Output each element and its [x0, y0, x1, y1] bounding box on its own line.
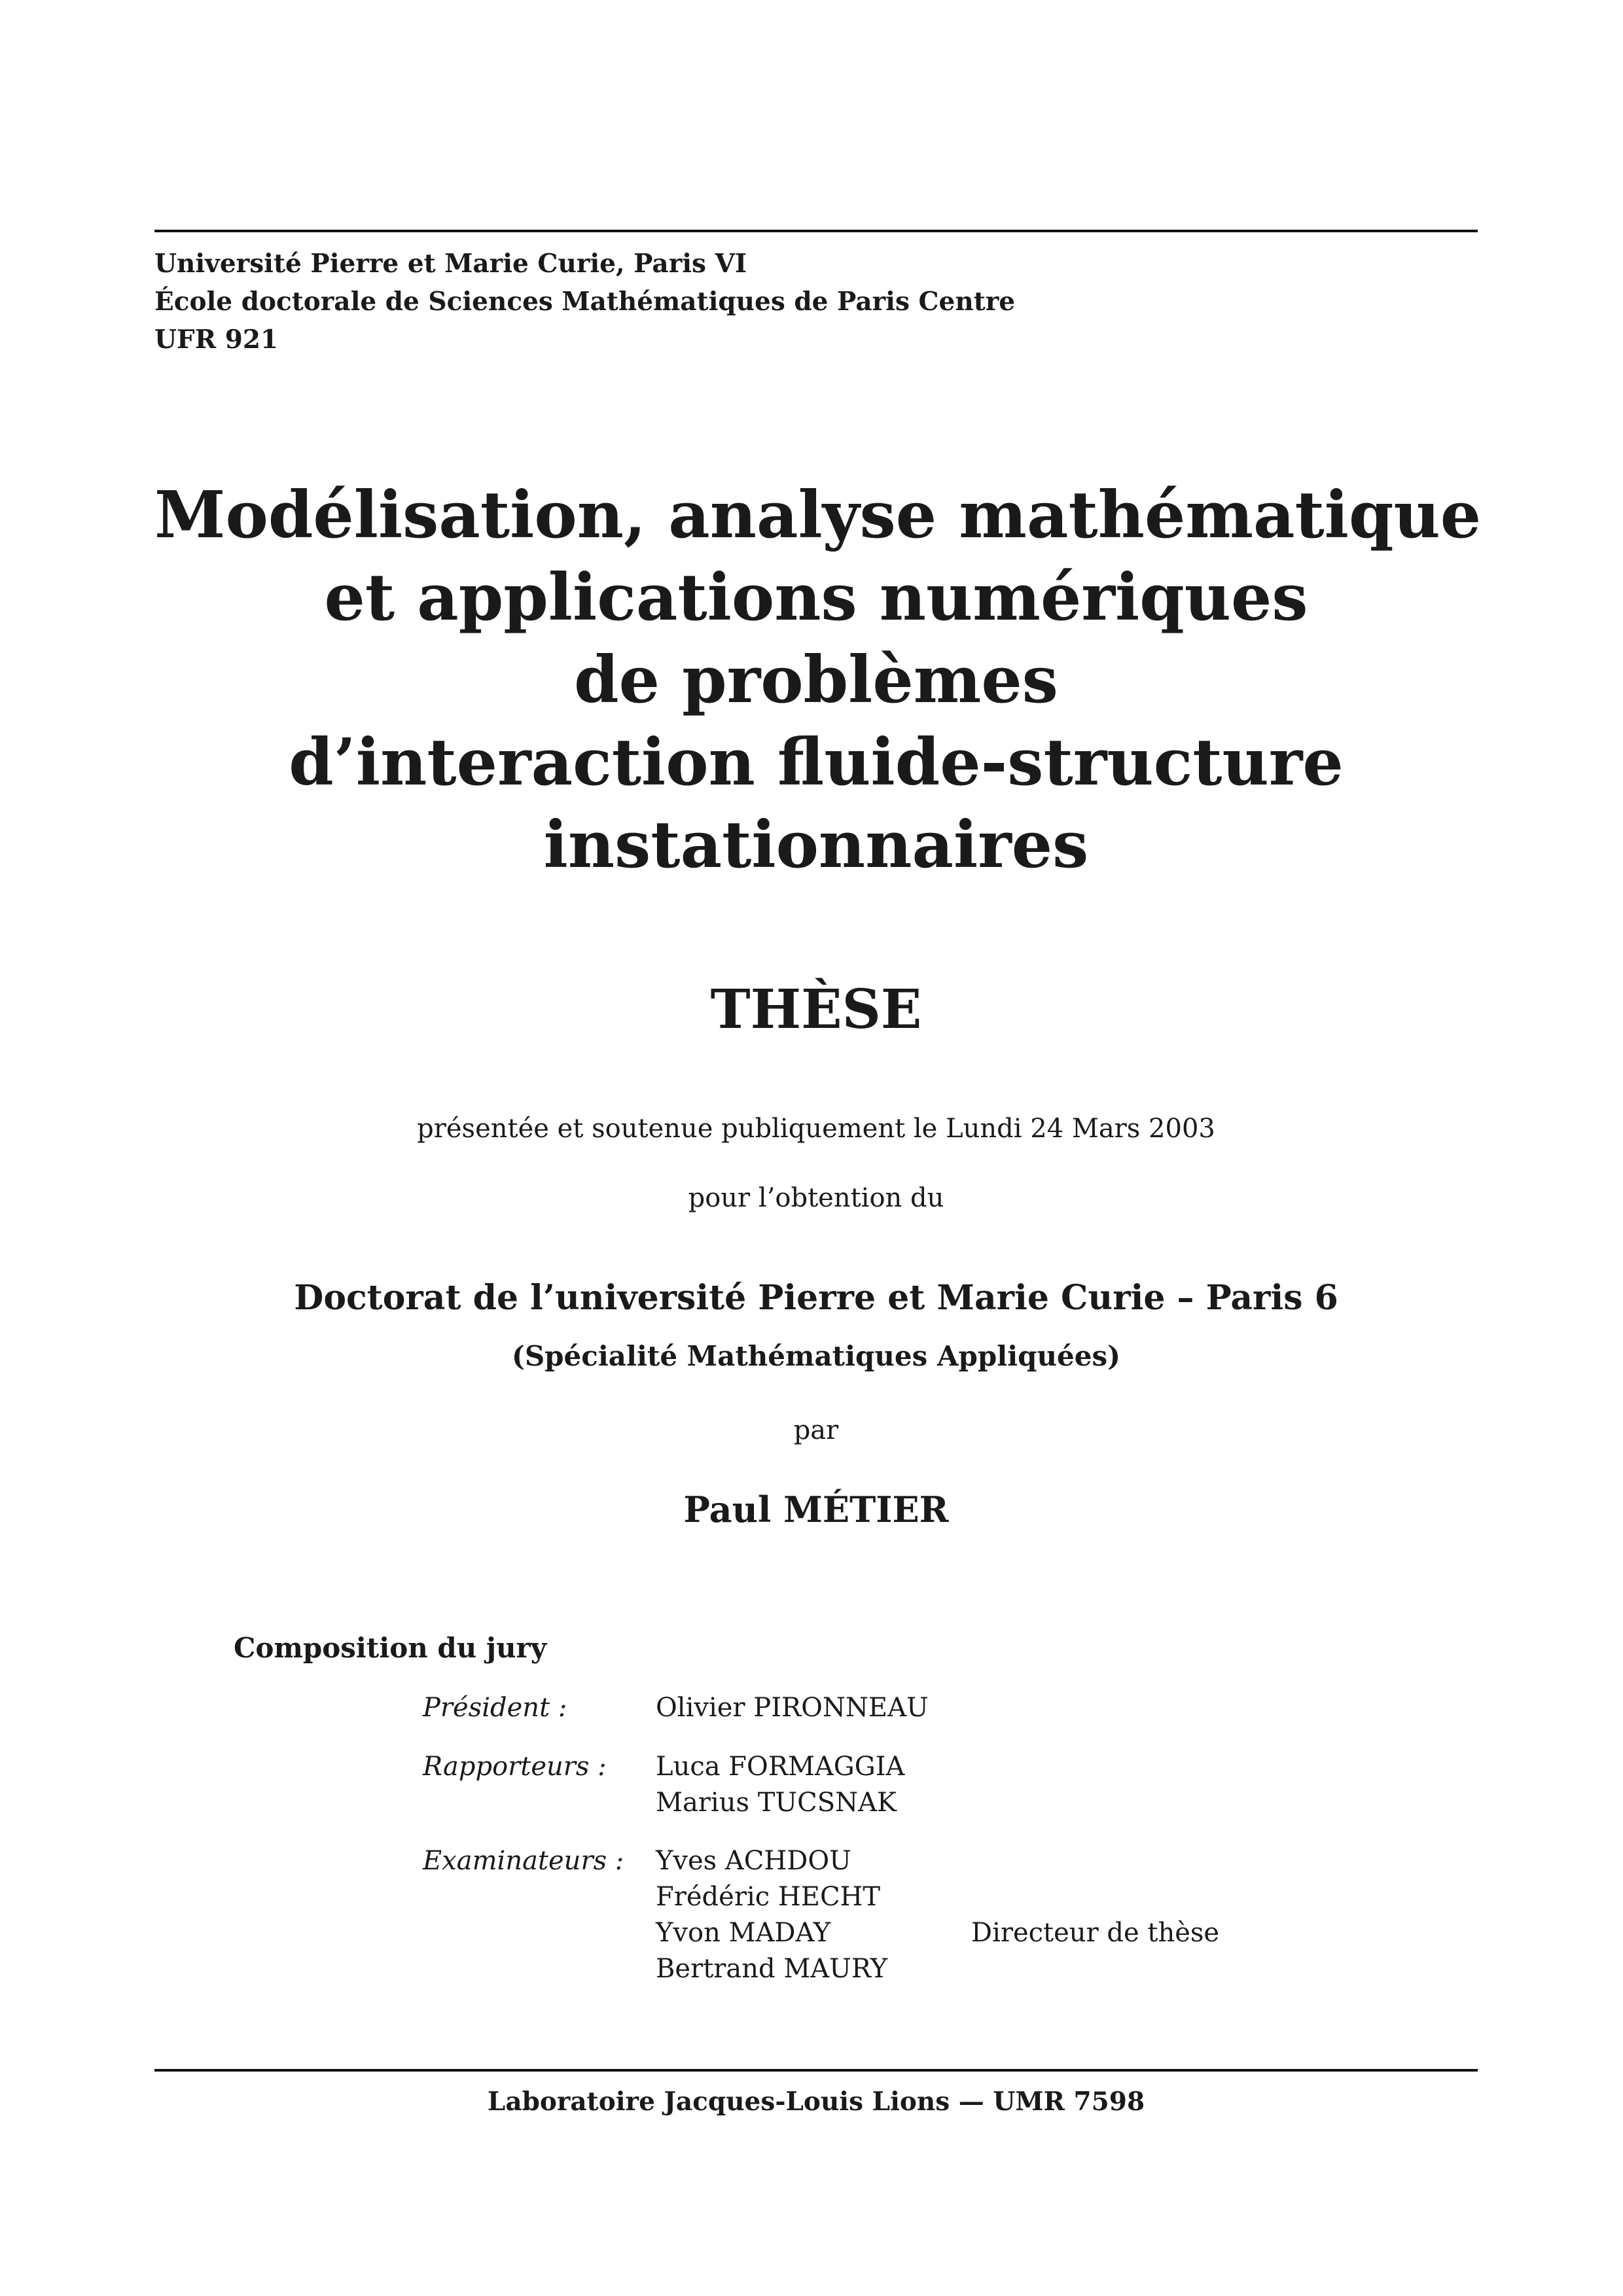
jury-role: Rapporteurs :	[423, 1752, 607, 1782]
jury-heading: Composition du jury	[234, 1632, 547, 1664]
jury-member-name: Bertrand MAURY	[656, 1954, 888, 1984]
jury-member	[656, 1690, 929, 1726]
jury-member-name: Luca FORMAGGIA	[656, 1752, 905, 1782]
par-label: par	[793, 1415, 839, 1445]
jury-member	[656, 1843, 887, 1879]
these-label: THÈSE	[710, 978, 922, 1041]
title-line: instationnaires	[543, 807, 1089, 883]
title-line: d’interaction fluide-structure	[289, 725, 1344, 800]
top-rule	[154, 230, 1478, 232]
jury-member-name: Olivier PIRONNEAU	[656, 1693, 929, 1723]
ufr-number: UFR 921	[154, 325, 279, 355]
specialty: (Spécialité Mathématiques Appliquées)	[511, 1340, 1121, 1372]
doctoral-school: École doctorale de Sciences Mathématiques de Paris Centre	[154, 287, 1016, 317]
obtention-line: pour l’obtention du	[688, 1183, 944, 1213]
jury-members	[656, 1749, 904, 1821]
title-line: de problèmes	[574, 643, 1058, 718]
degree-title: Doctorat de l’université Pierre et Marie Curie – Paris 6	[294, 1278, 1338, 1318]
jury-role: Examinateurs :	[423, 1846, 624, 1876]
jury-member	[656, 1951, 887, 1987]
jury-member	[656, 1879, 887, 1915]
jury-member	[656, 1785, 904, 1821]
jury-member-name: Frédéric HECHT	[656, 1882, 881, 1912]
jury-role: Président :	[423, 1693, 567, 1723]
jury-member-name: Yvon MADAY	[656, 1918, 831, 1948]
title-line: et applications numériques	[324, 560, 1308, 635]
jury-members	[656, 1690, 929, 1726]
jury-member	[656, 1749, 904, 1785]
author-name: Paul MÉTIER	[683, 1489, 949, 1530]
jury-member	[656, 1915, 1220, 1951]
institution-header	[154, 245, 1015, 359]
jury-members	[656, 1843, 1220, 1987]
laboratory-footer: Laboratoire Jacques-Louis Lions — UMR 7598	[487, 2087, 1145, 2117]
title-line: Modélisation, analyse mathématique	[154, 478, 1482, 553]
jury-member-name: Yves ACHDOU	[656, 1846, 851, 1876]
jury-member-name: Marius TUCSNAK	[656, 1788, 897, 1818]
bottom-rule	[154, 2069, 1478, 2072]
thesis-title	[154, 474, 1482, 887]
university-name: Université Pierre et Marie Curie, Paris VI	[154, 249, 747, 279]
thesis-director-note: Directeur de thèse	[971, 1918, 1220, 1948]
defense-date-line: présentée et soutenue publiquement le Lundi 24 Mars 2003	[417, 1114, 1215, 1144]
